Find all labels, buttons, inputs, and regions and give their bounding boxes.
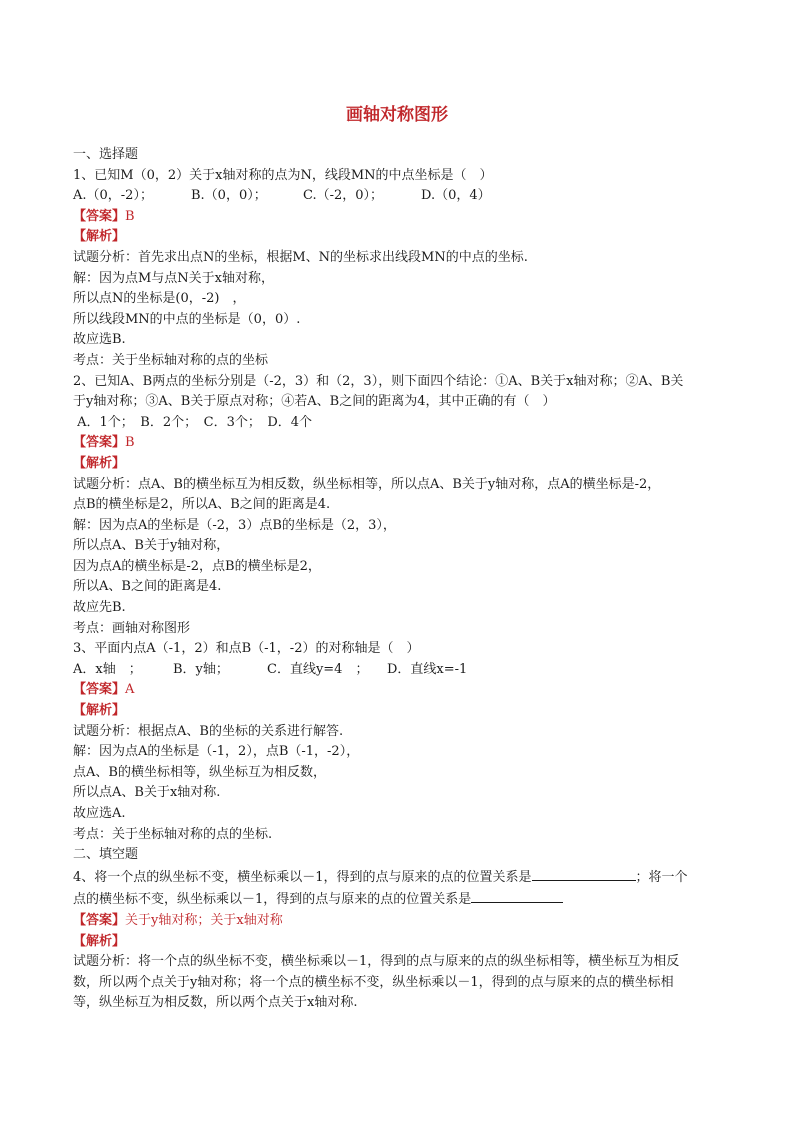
q1-analysis-label: 【解析】 (73, 229, 126, 245)
q1-analysis-line: 试题分析：首先求出点N的坐标，根据M、N的坐标求出线段MN的中点的坐标. (73, 249, 528, 265)
q2-analysis-line: 因为点A的横坐标是-2，点B的横坐标是2， (73, 558, 321, 574)
q1-option-b: B.（0，0）； (191, 188, 267, 204)
q2-analysis-line: 点B的横坐标是2，所以A、B之间的距离是4. (73, 497, 331, 513)
q2-analysis-line: 试题分析：点A、B的横坐标互为相反数，纵坐标相等，所以点A、B关于y轴对称，点A的横坐标是-2， (73, 476, 661, 492)
answer-value: 关于y轴对称；关于x轴对称 (125, 912, 283, 928)
q4-stem-a: 4、将一个点的纵坐标不变，横坐标乘以－1，得到的点与原来的点的位置关系是 (73, 869, 532, 885)
q3-options (73, 660, 723, 681)
answer-value: B (125, 435, 135, 451)
q2-analysis-line: 故应先B. (73, 600, 126, 616)
q4-analysis-line: 数，所以两个点关于y轴对称；将一个点的横坐标不变，纵坐标乘以－1，得到的点与原来的点的横坐标相 (73, 974, 674, 990)
document-body (73, 145, 723, 1014)
q3-analysis-line: 解：因为点A的坐标是（-1，2），点B（-1，-2）， (73, 744, 360, 760)
q3-option-a: A．x轴 ； (73, 661, 142, 677)
q1-stem: 1、已知M（0，2）关于x轴对称的点为N，线段MN的中点坐标是（ ） (73, 167, 493, 183)
q2-kaodian: 考点：画轴对称图形 (73, 620, 191, 636)
q2-answer (73, 433, 723, 454)
q2-analysis-label: 【解析】 (73, 455, 126, 471)
q4-stem-b: ；将一个 (635, 869, 688, 885)
q2-analysis-line: 所以点A、B关于y轴对称， (73, 538, 230, 554)
q1-analysis-line: 解：因为点M与点N关于x轴对称， (73, 270, 275, 286)
q3-stem: 3、平面内点A（-1，2）和点B（-1，-2）的对称轴是（ ） (73, 641, 420, 657)
answer-label: 【答案】 (73, 682, 126, 698)
q1-answer (73, 207, 723, 228)
q3-analysis-label: 【解析】 (73, 703, 126, 719)
q1-option-c: C.（-2，0）； (303, 188, 384, 204)
q1-analysis-line: 所以线段MN的中点的坐标是（0，0）. (73, 311, 301, 327)
q4-analysis-line: 等，纵坐标互为相反数，所以两个点关于x轴对称. (73, 995, 358, 1011)
answer-value: B (125, 208, 135, 224)
q1-option-a: A.（0，-2）； (73, 188, 153, 204)
q1-analysis-line: 故应选B. (73, 332, 126, 348)
q2-stem-line1: 2、已知A、B两点的坐标分别是（-2，3）和（2，3），则下面四个结论：①A、B关于x轴对称；②A、B关 (73, 373, 684, 389)
q2-stem-line2: 于y轴对称；③A、B关于原点对称；④若A、B之间的距离为4，其中正确的有（ ） (73, 394, 556, 410)
q1-kaodian: 考点：关于坐标轴对称的点的坐标 (73, 352, 269, 368)
q4-analysis-label: 【解析】 (73, 933, 126, 949)
q2-analysis-line: 解：因为点A的坐标是（-2，3）点B的坐标是（2，3）， (73, 517, 396, 533)
q3-option-b: B．y轴； (173, 661, 229, 677)
q4-analysis-line: 试题分析：将一个点的纵坐标不变，横坐标乘以－1，得到的点与原来的点的纵坐标相等，横坐标互为相反 (73, 954, 680, 970)
q4-blank-1 (532, 866, 636, 881)
answer-label: 【答案】 (73, 208, 126, 224)
q3-analysis-line: 所以点A、B关于x轴对称. (73, 785, 221, 801)
q1-option-d: D.（0，4） (421, 188, 491, 204)
q4-stem-line1 (73, 866, 723, 889)
q3-kaodian: 考点：关于坐标轴对称的点的坐标. (73, 826, 273, 842)
q3-analysis-line: 点A、B的横坐标相等，纵坐标互为相反数， (73, 764, 326, 780)
q2-options: A．1个； B．2个； C．3个； D．4个 (73, 414, 313, 430)
answer-label: 【答案】 (73, 912, 126, 928)
q2-analysis-line: 所以A、B之间的距离是4. (73, 579, 222, 595)
section-heading-choice: 一、选择题 (73, 147, 139, 162)
answer-value: A (125, 682, 135, 698)
answer-label: 【答案】 (73, 435, 126, 451)
q1-options (73, 186, 723, 207)
q1-analysis-line: 所以点N的坐标是(0，-2) ， (73, 291, 246, 307)
page-title: 画轴对称图形 (346, 105, 448, 125)
q3-answer (73, 680, 723, 701)
q3-analysis-line: 试题分析：根据点A、B的坐标的关系进行解答. (73, 723, 344, 739)
q4-stem-c: 点的横坐标不变，纵坐标乘以－1，得到的点与原来的点的位置关系是 (73, 892, 472, 908)
q4-answer (73, 911, 723, 932)
q3-analysis-line: 故应选A. (73, 806, 126, 821)
q4-blank-2 (471, 888, 563, 903)
q4-stem-line2 (73, 888, 723, 911)
section-heading-fill: 二、填空题 (73, 847, 139, 863)
q3-option-d: D．直线x=-1 (387, 661, 468, 677)
q3-option-c: C．直线y=4 ； (267, 661, 369, 677)
